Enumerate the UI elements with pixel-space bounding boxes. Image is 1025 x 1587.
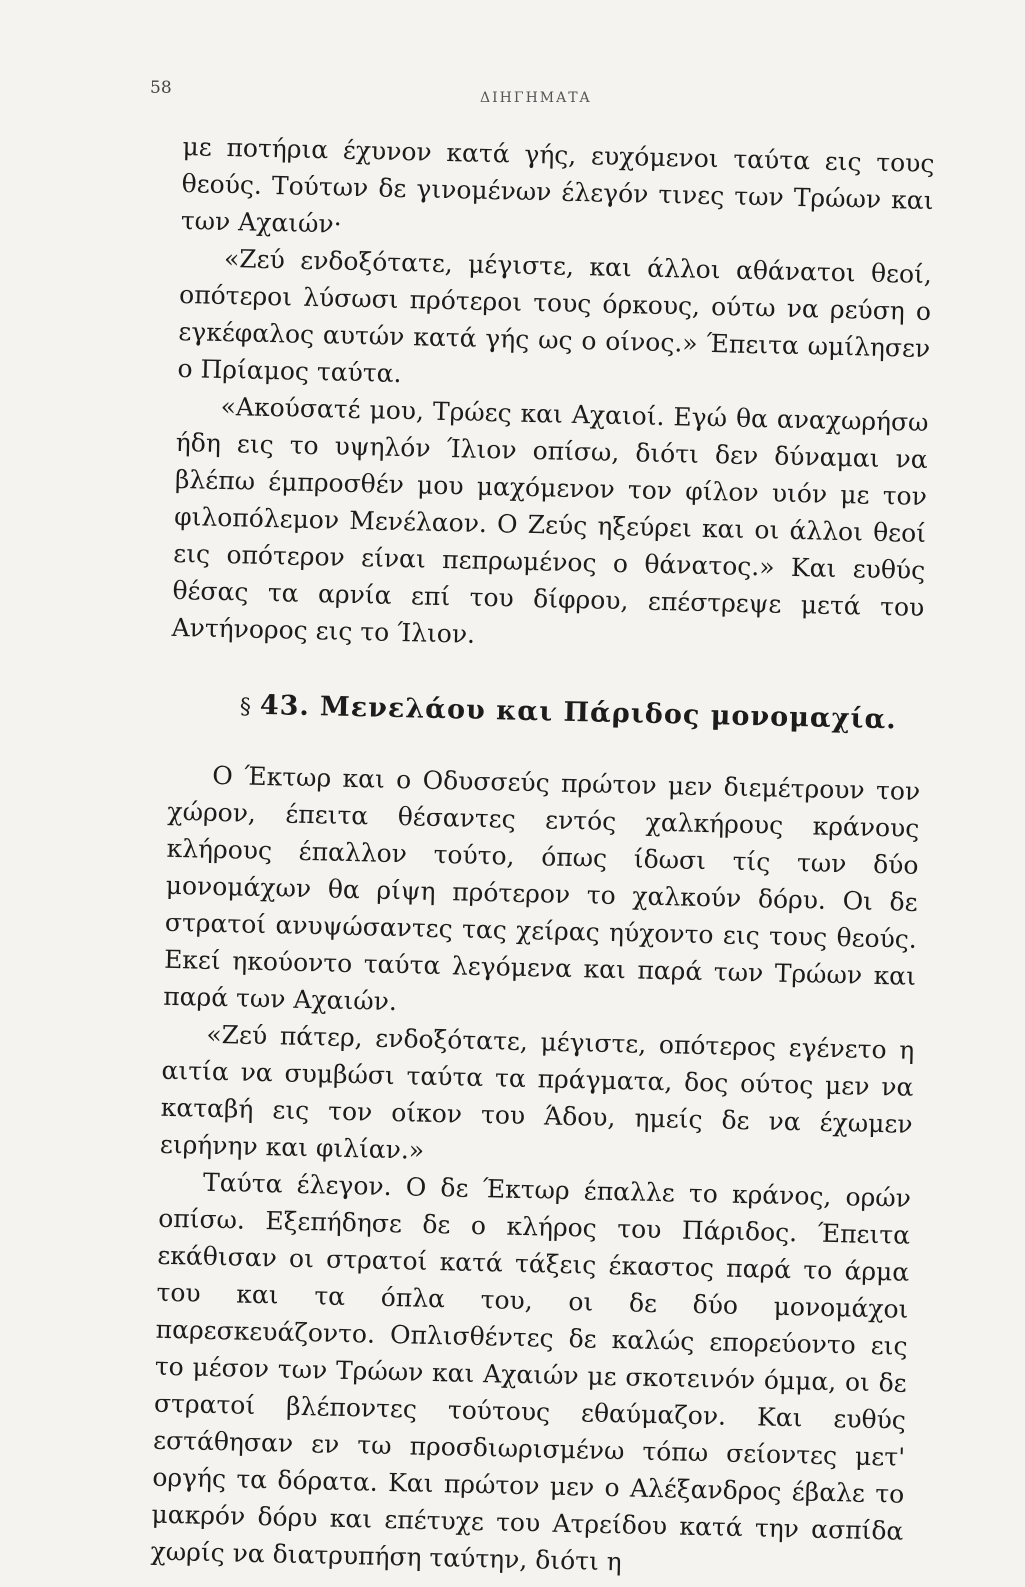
paragraph: με ποτήρια έχυνον κατά γής, ευχόμενοι ταύτα εις τους θεούς. Τούτων δε γινομένων έλεγόν τινες των Τρώων και των Αχαιών· xyxy=(180,131,935,239)
section-heading xyxy=(169,685,922,741)
page-header xyxy=(150,78,870,108)
paragraph: «Ζεύ πάτερ, ενδοξότατε, μέγιστε, οπότερος εγένετο η αιτία να συμβώσι ταύτα τα πράγματα, δος ούτος μεν να καταβή εις τον οίκον του Άδου, ημείς δε να έχωμεν ειρήνην και φιλίαν.» xyxy=(159,1019,915,1165)
section-number: 43. xyxy=(259,689,311,723)
paragraph: «Ακούσατέ μου, Τρώες και Αχαιοί. Εγώ θα αναχωρήσω ήδη εις το υψηλόν Ίλιον οπίσω, διότι δεν δύναμαι να βλέπω έμπροσθέν μου μαχόμενον τον φίλον υιόν με τον φιλοπόλεμον Μενέλαον. Ο Ζεύς ηξεύρει και οι άλλοι θεοί εις οπότερον είναι πεπρωμένος ο θάνατος.» Και ευθύς θέσας τα αρνία επί του δίφρου, επέστρεψε μετά του Αντήνορος εις το Ίλιον. xyxy=(171,391,929,649)
section-title: Μενελάου και Πάριδος μονομαχία. xyxy=(319,691,898,736)
paragraph: Ο Έκτωρ και ο Οδυσσεύς πρώτον μεν διεμέτρουν τον χώρον, έπειτα θέσαντες εντός χαλκήρους κράνους κλήρους έπαλλον τούτο, όπως ίδωσι τίς των δύο μονομάχων θα ρίψη πρότερον το χαλκούν δόρυ. Οι δε στρατοί ανυψώσαντες τας χείρας ηύχοντο εις τους θεούς. Εκεί ηκούοντο ταύτα λεγόμενα και παρά των Τρώων και παρά των Αχαιών. xyxy=(162,760,921,1017)
section-symbol: § xyxy=(239,694,253,720)
page-number: 58 xyxy=(150,78,172,98)
body-text xyxy=(150,128,935,1587)
running-title: ΔΙΗΓΗΜΑΤΑ xyxy=(480,90,592,106)
paragraph: «Ζεύ ενδοξότατε, μέγιστε, και άλλοι αθάνατοι θεοί, οπότεροι λύσωσι πρότεροι τους όρκους, ούτω να ρεύση ο εγκέφαλος αυτών κατά γής ως ο οίνος.» Έπειτα ωμίλησεν ο Πρίαμος ταύτα. xyxy=(177,243,933,389)
paragraph: Ταύτα έλεγον. Ο δε Έκτωρ έπαλλε το κράνος, ορών οπίσω. Εξεπήδησε δε ο κλήρος του Πάριδος. Έπειτα εκάθισαν οι στρατοί κατά τάξεις έκαστος παρά το άρμα του και τα όπλα του, οι δε δύο μονομάχοι παρεσκευάζοντο. Οπλισθέντες δε καλώς επορεύοντο εις το μέσον των Τρώων και Αχαιών με σκοτεινόν όμμα, οι δε στρατοί βλέποντες τούτους εθαύμαζον. Και ευθύς εστάθησαν εν τω προσδιωρισμένω τόπω σείοντες μετ' οργής τα δόρατα. Και πρώτον μεν ο Αλέξανδρος έβαλε το μακρόν δόρυ και επέτυχε του Ατρείδου κατά την ασπίδα χωρίς να διατρυπήση ταύτην, διότι η xyxy=(150,1167,912,1577)
